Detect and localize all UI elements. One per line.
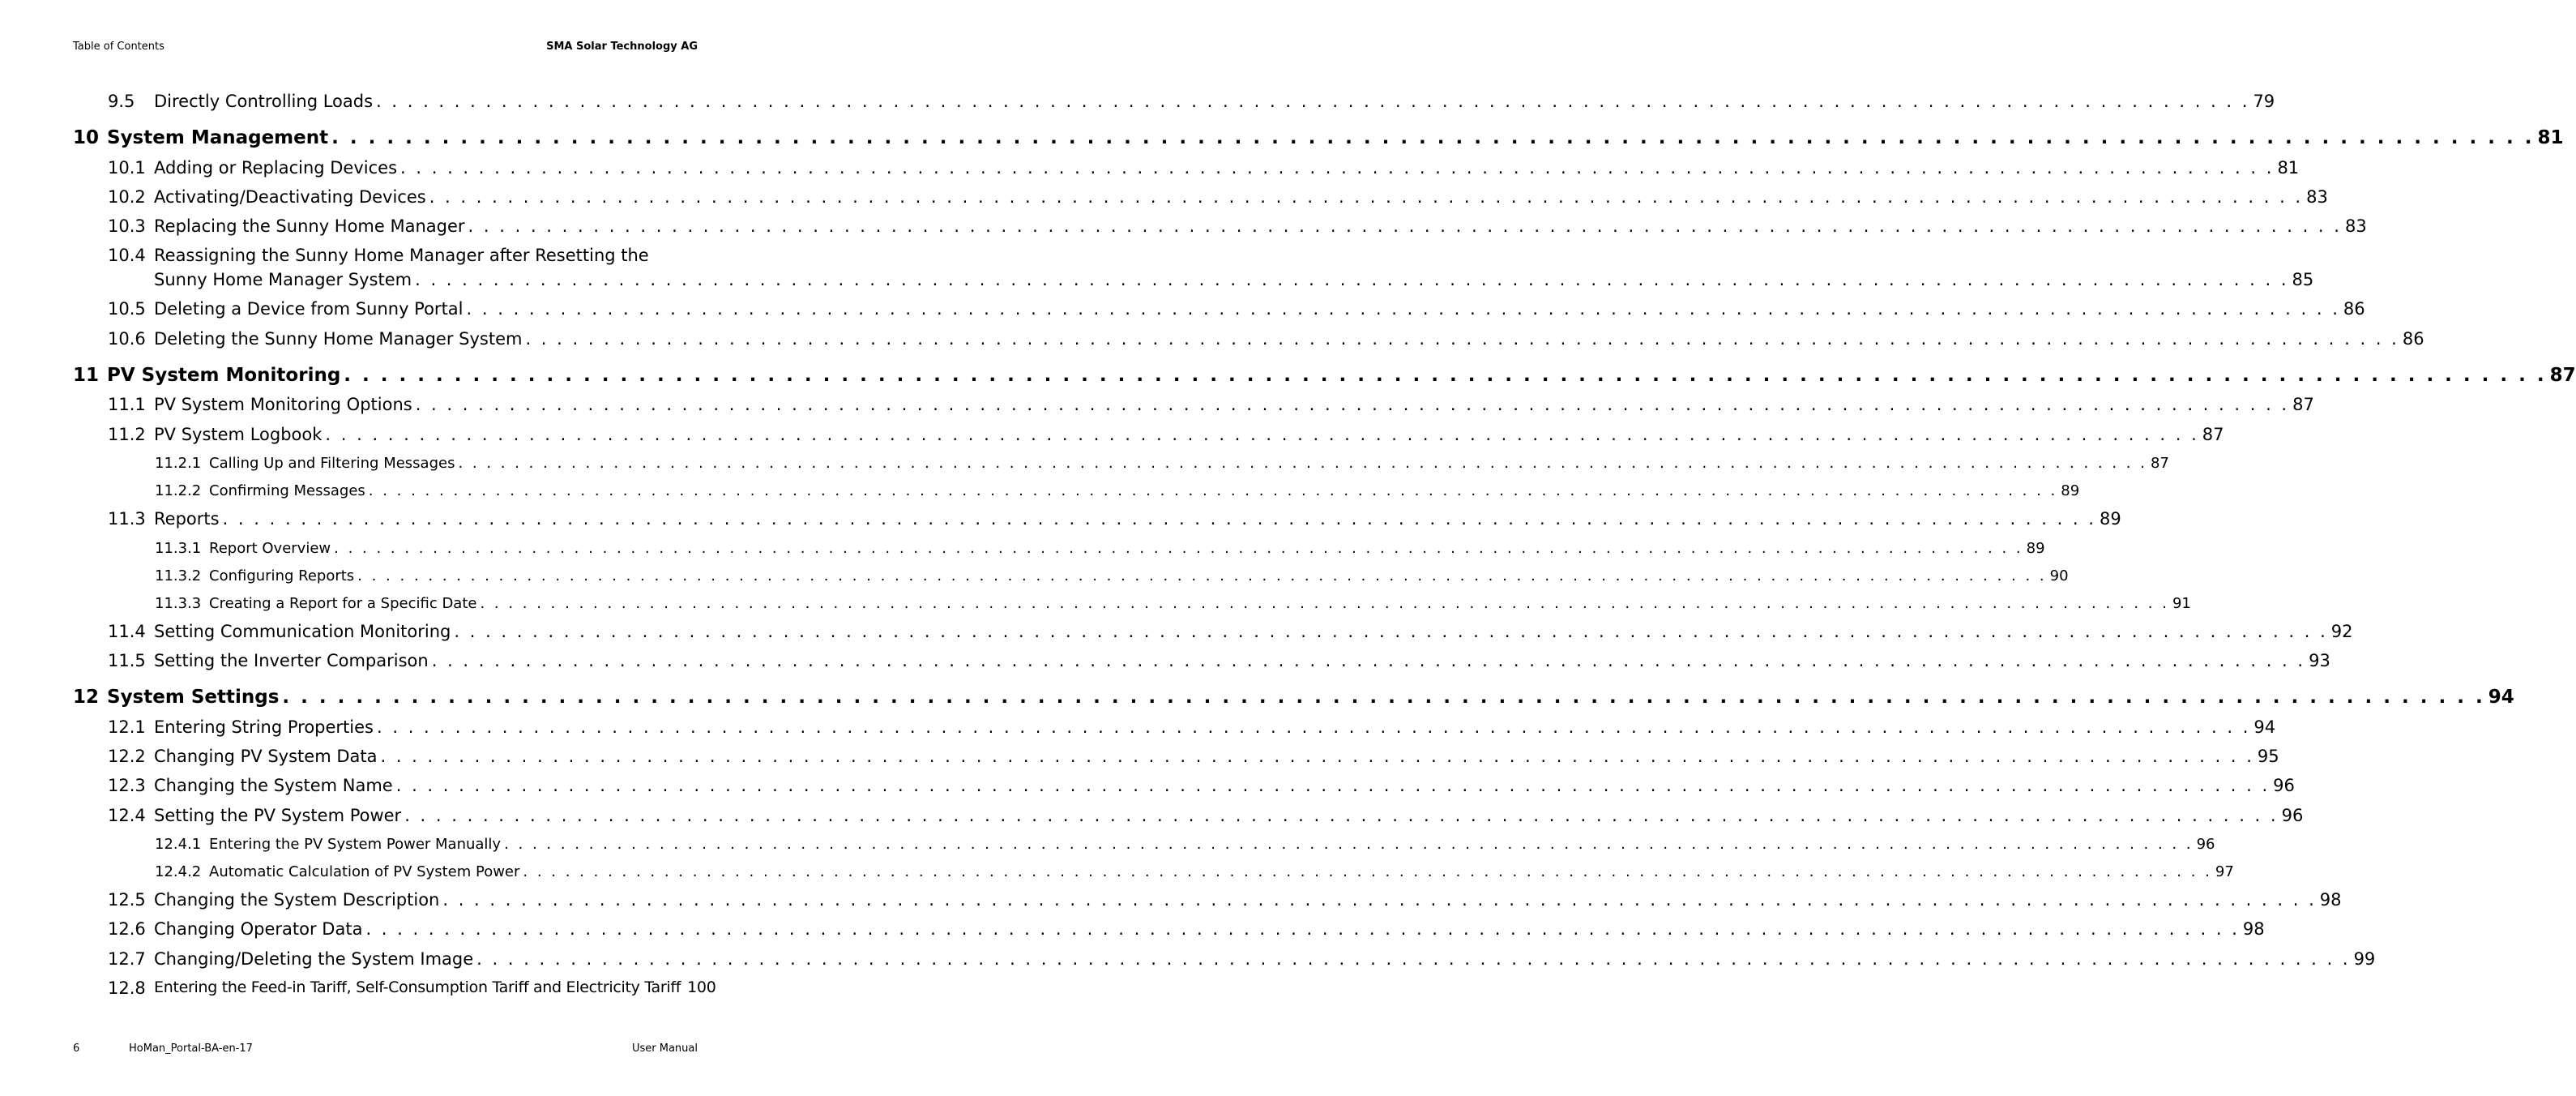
toc-leader: . . . . . . . . . . . . . . . . . . . . . . . . . . . . . . . . . . . . . . . . . . . . . . . . . . . . . . . . . . . . . . . . . . . . . . . . . . . . . . . . . . . . . . . . . . . . . . . . . . . . . . . . . . . . . . . . . . . . . . . . <box>404 806 2279 825</box>
toc-page: 89 <box>2026 540 2045 557</box>
toc-title: Changing the System Name <box>154 776 393 795</box>
toc-number: 11.5 <box>108 651 146 670</box>
toc-leader: . . . . . . . . . . . . . . . . . . . . . . . . . . . . . . . . . . . . . . . . . . . . . . . . . . . . . . . . . . . . . . . . . . . . . . . . . . . . . . . . . . . . . . . . . . . . . . . . . . . . . . . . . . . . . . . . . . . . . . . . <box>415 395 2290 414</box>
toc-page: 92 <box>2330 622 2353 641</box>
footer-page-number: 6 <box>73 1042 80 1055</box>
toc-title: Reports <box>154 509 220 529</box>
toc-leader: . . . . . . . . . . . . . . . . . . . . . . . . . . . . . . . . . . . . . . . . . . . . . . . . . . . . . . . . . . . . . . . . . . . . . . . . . . . . . . . . . . . . . . . . . . . . . . . . . . . . . . . . . . . . . . . . . . . . . . . . <box>377 717 2251 737</box>
toc-page: 94 <box>2488 687 2514 708</box>
toc-page: 97 <box>2215 863 2234 880</box>
toc-leader: . . . . . . . . . . . . . . . . . . . . . . . . . . . . . . . . . . . . . . . . . . . . . . . . . . . . . . . . . . . . . . . . . . . . . . . . . . . . . . . . . . . . . . . . . . . . . . . . . . . . . . . . . . . . . . . . . . . . . . . . <box>376 92 2250 111</box>
toc-number: 11.2 <box>108 425 146 444</box>
toc-title: System Management <box>107 127 329 148</box>
toc-title: Report Overview <box>209 540 331 557</box>
toc-number: 12.4.2 <box>155 863 202 880</box>
toc-number: 9.5 <box>108 92 135 111</box>
toc-page: 79 <box>2253 92 2275 111</box>
toc-leader: . . . . . . . . . . . . . . . . . . . . . . . . . . . . . . . . . . . . . . . . . . . . . . . . . . . . . . . . . . . . . . . . . . . . . . . . . . . . . . . . . . . . . . . . . . . . . . . . . . . . . . . . . . . . . . . . . . . . . . . . <box>429 187 2304 207</box>
toc-title: Creating a Report for a Specific Date <box>209 595 477 612</box>
toc-page: 81 <box>2537 127 2564 148</box>
toc-page: 99 <box>2353 949 2376 969</box>
toc-title: Deleting the Sunny Home Manager System <box>154 329 523 349</box>
toc-page: 86 <box>2402 329 2424 349</box>
toc-title: Calling Up and Filtering Messages <box>209 455 455 472</box>
toc-leader: . . . . . . . . . . . . . . . . . . . . . . . . . . . . . . . . . . . . . . . . . . . . . . . . . . . . . . . . . . . . . . . . . . . . . . . . . . . . . . . . . . . . . . . . . . . . . . . . . . . . . . . . . . . . . . . . . . . . . . . . <box>442 890 2317 910</box>
toc-page: 87 <box>2202 425 2224 444</box>
toc-leader: . . . . . . . . . . . . . . . . . . . . . . . . . . . . . . . . . . . . . . . . . . . . . . . . . . . . . . . . . . . . . . . . . . . . . . . . . . . . . . . . . . . . . . . . . . . . . . . . . . . . . . . . . . . . . . . . . . . . . . . . <box>380 747 2254 766</box>
toc-page: 98 <box>2242 919 2265 939</box>
toc-title: PV System Monitoring <box>107 365 341 386</box>
toc-page: 91 <box>2172 595 2191 612</box>
toc-number: 11.3.1 <box>155 540 202 557</box>
toc-page: 96 <box>2196 836 2215 853</box>
toc-title-line1: Reassigning the Sunny Home Manager after Resetting the <box>154 246 649 265</box>
toc-page: 83 <box>2306 187 2328 207</box>
toc-page: 90 <box>2049 567 2069 584</box>
toc-leader: . . . . . . . . . . . . . . . . . . . . . . . . . . . . . . . . . . . . . . . . . . . . . . . . . . . . . . . . . . . . . . . . . . . . . . . . . . . . . . . . . . . . . . . . . . . . . . . . . . . . . . . . . . . . . . . . . . . . . . . . <box>415 270 2289 289</box>
toc-title: Activating/Deactivating Devices <box>154 187 426 207</box>
toc-leader: . . . . . . . . . . . . . . . . . . . . . . . . . . . . . . . . . . . . . . . . . . . . . . . . . . . . . . . . . . . . . . . . . . . . . . . . . . . . . . . . . . . . . . . . . . . . . . . . . . . . . . . . . . . . . . . . . . . . . . . . <box>525 329 2399 349</box>
footer-document-id: HoMan_Portal-BA-en-17 <box>129 1042 253 1055</box>
toc-title: Replacing the Sunny Home Manager <box>154 216 465 236</box>
toc-title: PV System Logbook <box>154 425 323 444</box>
toc-page: 94 <box>2253 717 2276 737</box>
toc-title: Entering String Properties <box>154 717 374 737</box>
toc-page: 93 <box>2309 651 2330 670</box>
toc-leader: . . . . . . . . . . . . . . . . . . . . . . . . . . . . . . . . . . . . . . . . . . . . . . . . . . . . . . . . . . . . . . . . . . . . . . . . . . . . . . . . . . . . . . . . . . . . . . . . . . . . . . . . . . . . . . . . . . . . . . . . <box>395 776 2271 795</box>
toc-page: 81 <box>2277 158 2300 178</box>
toc-number: 11.2.1 <box>155 455 202 472</box>
toc-title: Setting the Inverter Comparison <box>154 651 429 670</box>
toc-page: 86 <box>2343 299 2365 319</box>
toc-title: Changing the System Description <box>154 890 440 910</box>
toc-leader: . . . . . . . . . . . . . . . . . . . . . . . . . . . . . . . . . . . . . . . . . . . . . . . . . . . . . . . . . . . . . . . . . . . . . . . . . . . . . . . . . . . . . . . . . . . . . . . . . . . . . . . . . . . . . . . . . . . . . . . . <box>222 509 2096 529</box>
toc-number: 11.3 <box>108 509 146 529</box>
toc-page: 87 <box>2549 365 2576 386</box>
toc-leader: . . . . . . . . . . . . . . . . . . . . . . . . . . . . . . . . . . . . . . . . . . . . . . . . . . . . . . . . . . . . . . . . . . . . . . . . . . . . . . . . . . . . . . . . . . . . . . . . . . . . . . . . . . . . . . . . . . . . . . . . <box>344 365 2547 386</box>
toc-page: 95 <box>2257 747 2279 766</box>
toc-leader: . . . . . . . . . . . . . . . . . . . . . . . . . . . . . . . . . . . . . . . . . . . . . . . . . . . . . . . . . . . . . . . . . . . . . . . . . . . . . . . . . . . . . . . . . . . . . . . . . . . . . . . . . . . . . . . . . . . . . . . . <box>468 216 2342 236</box>
toc-title: Setting the PV System Power <box>154 806 402 825</box>
toc-leader: . . . . . . . . . . . . . . . . . . . . . . . . . . . . . . . . . . . . . . . . . . . . . . . . . . . . . . . . . . . . . . . . . . . . . . . . . . . . . . . . . . . . . . . . . . . . . . . . . . . . . . . . . . . . . . . . . . . . . . . . <box>458 455 2147 472</box>
toc-title: Changing/Deleting the System Image <box>154 949 474 969</box>
toc-number: 12.6 <box>108 919 146 939</box>
toc-leader: . . . . . . . . . . . . . . . . . . . . . . . . . . . . . . . . . . . . . . . . . . . . . . . . . . . . . . . . . . . . . . . . . . . . . . . . . . . . . . . . . . . . . . . . . . . . . . . . . . . . . . . . . . . . . . . . . . . . . . . . <box>357 567 2047 584</box>
toc-leader: . . . . . . . . . . . . . . . . . . . . . . . . . . . . . . . . . . . . . . . . . . . . . . . . . . . . . . . . . . . . . . . . . . . . . . . . . . . . . . . . . . . . . . . . . . . . . . . . . . . . . . . . . . . . . . . . . . . . . . . . <box>282 687 2485 708</box>
toc-number: 11 <box>73 365 100 386</box>
toc-page: 85 <box>2292 270 2314 289</box>
toc-title: Configuring Reports <box>209 567 355 584</box>
toc-title: Automatic Calculation of PV System Power <box>209 863 520 880</box>
toc-title: Adding or Replacing Devices <box>154 158 398 178</box>
toc-leader: . . . . . . . . . . . . . . . . . . . . . . . . . . . . . . . . . . . . . . . . . . . . . . . . . . . . . . . . . . . . . . . . . . . . . . . . . . . . . . . . . . . . . . . . . . . . . . . . . . . . . . . . . . . . . . . . . . . . . . . . <box>365 919 2240 939</box>
toc-page: 83 <box>2344 216 2367 236</box>
toc-number: 10 <box>73 127 100 148</box>
toc-number: 12 <box>73 687 100 708</box>
toc-number: 12.1 <box>108 717 146 737</box>
toc-title: Setting Communication Monitoring <box>154 622 451 641</box>
toc-leader: . . . . . . . . . . . . . . . . . . . . . . . . . . . . . . . . . . . . . . . . . . . . . . . . . . . . . . . . . . . . . . . . . . . . . . . . . . . . . . . . . . . . . . . . . . . . . . . . . . . . . . . . . . . . . . . . . . . . . . . . <box>334 540 2023 557</box>
toc-page: 89 <box>2099 509 2121 529</box>
header-company-name: SMA Solar Technology AG <box>546 41 698 53</box>
toc-number: 10.2 <box>108 187 146 207</box>
toc-number: 10.6 <box>108 329 146 349</box>
toc-title: Directly Controlling Loads <box>154 92 374 111</box>
header-section-title: Table of Contents <box>73 41 164 53</box>
toc-leader: . . . . . . . . . . . . . . . . . . . . . . . . . . . . . . . . . . . . . . . . . . . . . . . . . . . . . . . . . . . . . . . . . . . . . . . . . . . . . . . . . . . . . . . . . . . . . . . . . . . . . . . . . . . . . . . . . . . . . . . . <box>400 158 2275 178</box>
toc-number: 11.3.3 <box>155 595 202 612</box>
toc-page: 87 <box>2292 395 2314 414</box>
toc-title: Changing Operator Data <box>154 919 363 939</box>
toc-page: 89 <box>2061 482 2080 499</box>
toc-number: 11.4 <box>108 622 146 641</box>
toc-number: 11.1 <box>108 395 146 414</box>
toc-title: Confirming Messages <box>209 482 365 499</box>
toc-leader: . . . . . . . . . . . . . . . . . . . . . . . . . . . . . . . . . . . . . . . . . . . . . . . . . . . . . . . . . . . . . . . . . . . . . . . . . . . . . . . . . . . . . . . . . . . . . . . . . . . . . . . . . . . . . . . . . . . . . . . . <box>466 299 2340 319</box>
toc-number: 12.3 <box>108 776 146 795</box>
toc-number: 11.3.2 <box>155 567 202 584</box>
toc-number: 12.4 <box>108 806 146 825</box>
toc-title: Changing PV System Data <box>154 747 378 766</box>
toc-number: 10.1 <box>108 158 146 178</box>
toc-number: 10.4 <box>108 246 146 265</box>
toc-title: PV System Monitoring Options <box>154 395 412 414</box>
toc-number: 10.5 <box>108 299 146 319</box>
toc-number: 12.7 <box>108 949 146 969</box>
toc-page: 100 <box>687 978 716 996</box>
toc-page: 98 <box>2319 890 2342 910</box>
toc-number: 12.2 <box>108 747 146 766</box>
toc-leader: . . . . . . . . . . . . . . . . . . . . . . . . . . . . . . . . . . . . . . . . . . . . . . . . . . . . . . . . . . . . . . . . . . . . . . . . . . . . . . . . . . . . . . . . . . . . . . . . . . . . . . . . . . . . . . . . . . . . . . . . <box>431 651 2306 670</box>
toc-page: 96 <box>2273 776 2295 795</box>
toc-leader: . . . . . . . . . . . . . . . . . . . . . . . . . . . . . . . . . . . . . . . . . . . . . . . . . . . . . . . . . . . . . . . . . . . . . . . . . . . . . . . . . . . . . . . . . . . . . . . . . . . . . . . . . . . . . . . . . . . . . . . . <box>331 127 2535 148</box>
toc-leader: . . . . . . . . . . . . . . . . . . . . . . . . . . . . . . . . . . . . . . . . . . . . . . . . . . . . . . . . . . . . . . . . . . . . . . . . . . . . . . . . . . . . . . . . . . . . . . . . . . . . . . . . . . . . . . . . . . . . . . . . <box>480 595 2169 612</box>
toc-page: 96 <box>2281 806 2304 825</box>
toc-leader: . . . . . . . . . . . . . . . . . . . . . . . . . . . . . . . . . . . . . . . . . . . . . . . . . . . . . . . . . . . . . . . . . . . . . . . . . . . . . . . . . . . . . . . . . . . . . . . . . . . . . . . . . . . . . . . . . . . . . . . . <box>504 836 2194 853</box>
toc-number: 12.4.1 <box>155 836 202 853</box>
toc-number: 10.3 <box>108 216 146 236</box>
toc-number: 12.5 <box>108 890 146 910</box>
toc-number: 12.8 <box>108 978 146 998</box>
toc-title: System Settings <box>107 687 280 708</box>
footer-document-type: User Manual <box>631 1042 698 1055</box>
toc-leader: . . . . . . . . . . . . . . . . . . . . . . . . . . . . . . . . . . . . . . . . . . . . . . . . . . . . . . . . . . . . . . . . . . . . . . . . . . . . . . . . . . . . . . . . . . . . . . . . . . . . . . . . . . . . . . . . . . . . . . . . <box>325 425 2199 444</box>
toc-leader: . . . . . . . . . . . . . . . . . . . . . . . . . . . . . . . . . . . . . . . . . . . . . . . . . . . . . . . . . . . . . . . . . . . . . . . . . . . . . . . . . . . . . . . . . . . . . . . . . . . . . . . . . . . . . . . . . . . . . . . . <box>476 949 2351 969</box>
toc-number: 11.2.2 <box>155 482 202 499</box>
toc-leader: . . . . . . . . . . . . . . . . . . . . . . . . . . . . . . . . . . . . . . . . . . . . . . . . . . . . . . . . . . . . . . . . . . . . . . . . . . . . . . . . . . . . . . . . . . . . . . . . . . . . . . . . . . . . . . . . . . . . . . . . <box>368 482 2058 499</box>
toc-leader: . . . . . . . . . . . . . . . . . . . . . . . . . . . . . . . . . . . . . . . . . . . . . . . . . . . . . . . . . . . . . . . . . . . . . . . . . . . . . . . . . . . . . . . . . . . . . . . . . . . . . . . . . . . . . . . . . . . . . . . . <box>454 622 2328 641</box>
toc-title: Deleting a Device from Sunny Portal <box>154 299 464 319</box>
toc-title: Entering the Feed-in Tariff, Self-Consumption Tariff and Electricity Tariff <box>154 978 681 996</box>
toc-leader: . . . . . . . . . . . . . . . . . . . . . . . . . . . . . . . . . . . . . . . . . . . . . . . . . . . . . . . . . . . . . . . . . . . . . . . . . . . . . . . . . . . . . . . . . . . . . . . . . . . . . . . . . . . . . . . . . . . . . . . . <box>523 863 2212 880</box>
toc-page: 87 <box>2150 455 2169 472</box>
toc-title: Sunny Home Manager System <box>154 270 412 289</box>
toc-title: Entering the PV System Power Manually <box>209 836 502 853</box>
